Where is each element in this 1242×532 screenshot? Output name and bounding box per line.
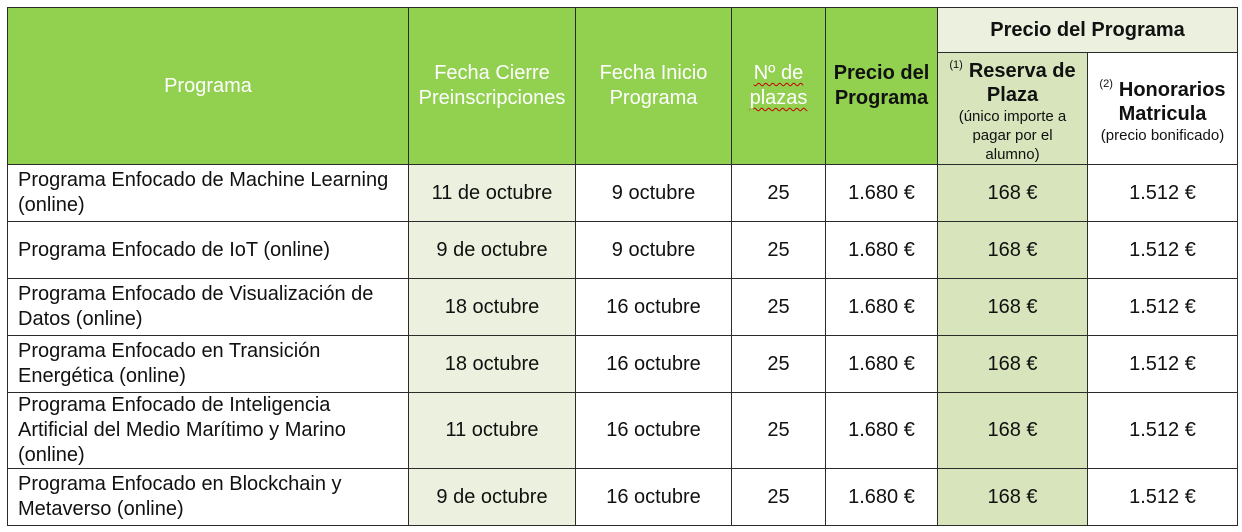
cell-plazas: 25: [732, 393, 826, 469]
header-fecha-inicio: Fecha Inicio Programa: [576, 8, 732, 165]
cell-honorarios: 1.512 €: [1088, 336, 1238, 393]
header-programa: Programa: [8, 8, 409, 165]
cell-precio: 1.680 €: [826, 336, 938, 393]
cell-honorarios: 1.512 €: [1088, 165, 1238, 222]
cell-plazas: 25: [732, 469, 826, 526]
cell-fecha-cierre: 9 de octubre: [409, 469, 576, 526]
cell-fecha-inicio: 16 octubre: [576, 469, 732, 526]
header-honorarios-title: Honorarios Matricula: [1118, 79, 1226, 125]
cell-reserva: 168 €: [938, 222, 1088, 279]
header-honorarios: [1088, 53, 1238, 165]
cell-precio: 1.680 €: [826, 165, 938, 222]
cell-plazas: 25: [732, 222, 826, 279]
cell-plazas: 25: [732, 279, 826, 336]
header-honorarios-title-wrap: [1094, 72, 1231, 126]
cell-fecha-cierre: 11 octubre: [409, 393, 576, 469]
cell-fecha-cierre: 18 octubre: [409, 279, 576, 336]
cell-honorarios: 1.512 €: [1088, 279, 1238, 336]
cell-honorarios: 1.512 €: [1088, 393, 1238, 469]
cell-programa: Programa Enfocado de IoT (online): [8, 222, 409, 279]
header-honorarios-note: (precio bonificado): [1100, 127, 1225, 144]
cell-fecha-inicio: 16 octubre: [576, 393, 732, 469]
cell-fecha-inicio: 16 octubre: [576, 336, 732, 393]
cell-fecha-inicio: 16 octubre: [576, 279, 732, 336]
cell-reserva: 168 €: [938, 165, 1088, 222]
cell-plazas: 25: [732, 336, 826, 393]
cell-precio: 1.680 €: [826, 279, 938, 336]
table-row: [8, 469, 1238, 526]
programs-table: [7, 7, 1238, 526]
header-reserva: [938, 53, 1088, 165]
cell-honorarios: 1.512 €: [1088, 222, 1238, 279]
cell-reserva: 168 €: [938, 336, 1088, 393]
table-row: [8, 336, 1238, 393]
footnote-marker-2: (2): [1099, 78, 1113, 90]
cell-precio: 1.680 €: [826, 222, 938, 279]
cell-programa: Programa Enfocado de Inteligencia Artificial del Medio Marítimo y Marino (online): [8, 393, 409, 469]
cell-programa: Programa Enfocado en Transición Energética (online): [8, 336, 409, 393]
cell-fecha-cierre: 9 de octubre: [409, 222, 576, 279]
cell-precio: 1.680 €: [826, 469, 938, 526]
header-reserva-title: Reserva de Plaza: [968, 60, 1076, 106]
header-group-precio: Precio del Programa: [938, 8, 1238, 53]
cell-programa: Programa Enfocado de Visualización de Datos (online): [8, 279, 409, 336]
header-reserva-note: (único importe a pagar por el alumno): [958, 108, 1067, 163]
table-row: [8, 222, 1238, 279]
cell-precio: 1.680 €: [826, 393, 938, 469]
header-precio: Precio del Programa: [826, 8, 938, 165]
footnote-marker-1: (1): [949, 59, 963, 71]
cell-fecha-inicio: 9 octubre: [576, 222, 732, 279]
header-fecha-cierre: Fecha Cierre Preinscripciones: [409, 8, 576, 165]
cell-reserva: 168 €: [938, 279, 1088, 336]
header-plazas: [732, 8, 826, 165]
header-reserva-title-wrap: [944, 53, 1081, 107]
cell-fecha-cierre: 18 octubre: [409, 336, 576, 393]
cell-honorarios: 1.512 €: [1088, 469, 1238, 526]
cell-programa: Programa Enfocado de Machine Learning (online): [8, 165, 409, 222]
cell-fecha-cierre: 11 de octubre: [409, 165, 576, 222]
cell-reserva: 168 €: [938, 393, 1088, 469]
cell-programa: Programa Enfocado en Blockchain y Metaverso (online): [8, 469, 409, 526]
cell-plazas: 25: [732, 165, 826, 222]
cell-reserva: 168 €: [938, 469, 1088, 526]
table-row: [8, 165, 1238, 222]
table-row: [8, 393, 1238, 469]
cell-fecha-inicio: 9 octubre: [576, 165, 732, 222]
table-row: [8, 279, 1238, 336]
header-plazas-text: Nº de plazas: [749, 62, 808, 109]
